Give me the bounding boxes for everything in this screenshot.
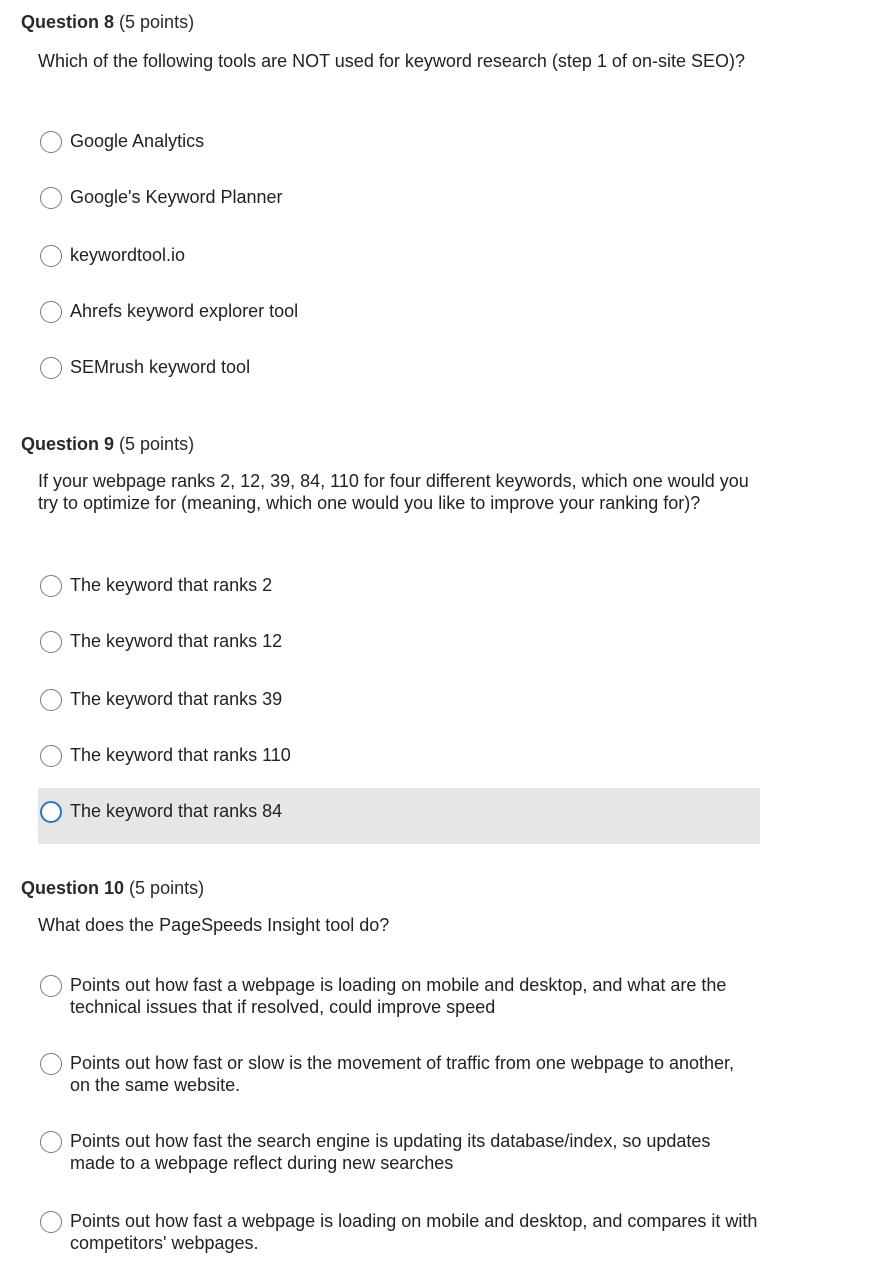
answer-label: The keyword that ranks 110: [70, 745, 291, 765]
answer-option[interactable]: [38, 296, 760, 328]
question-points: (5 points): [119, 434, 195, 454]
answer-label: Points out how fast a webpage is loading on mobile and desktop, and what are the technical issues that if resolved, could improve speed: [70, 975, 727, 1017]
radio-button-icon[interactable]: [40, 245, 62, 267]
radio-button-icon[interactable]: [40, 745, 62, 767]
radio-button-icon[interactable]: [40, 1053, 62, 1075]
question-prompt: What does the PageSpeeds Insight tool do?: [38, 915, 390, 935]
question-number: Question 8: [21, 12, 115, 32]
radio-button-icon[interactable]: [40, 1131, 62, 1153]
answer-option[interactable]: [38, 970, 760, 1022]
radio-button-icon[interactable]: [40, 801, 62, 823]
question-points: (5 points): [129, 878, 205, 898]
answer-label: Google's Keyword Planner: [70, 187, 283, 207]
answer-option[interactable]: [38, 1126, 760, 1178]
answer-label: Points out how fast the search engine is updating its database/index, so updates made to a webpage reflect during new searches: [70, 1131, 711, 1173]
answer-option[interactable]: [38, 352, 760, 384]
radio-button-icon[interactable]: [40, 575, 62, 597]
answer-option-highlighted[interactable]: [38, 788, 760, 844]
radio-button-icon[interactable]: [40, 689, 62, 711]
radio-button-icon[interactable]: [40, 975, 62, 997]
radio-button-icon[interactable]: [40, 301, 62, 323]
answer-option[interactable]: [38, 240, 760, 272]
answer-option[interactable]: [38, 570, 760, 602]
answer-label: The keyword that ranks 2: [70, 575, 273, 595]
answer-label: Points out how fast or slow is the movement of traffic from one webpage to another, on the same website.: [70, 1053, 735, 1095]
answer-option[interactable]: [38, 740, 760, 772]
radio-button-icon[interactable]: [40, 1211, 62, 1233]
answer-label: keywordtool.io: [70, 245, 186, 265]
question-header: [21, 877, 204, 899]
answer-option[interactable]: [38, 1206, 760, 1258]
question-header: [21, 11, 194, 33]
answer-option[interactable]: [38, 1048, 760, 1100]
answer-option[interactable]: [38, 684, 760, 716]
question-number: Question 10: [21, 878, 125, 898]
answer-option[interactable]: [38, 626, 760, 658]
answer-label: Google Analytics: [70, 131, 205, 151]
answer-label: Points out how fast a webpage is loading on mobile and desktop, and compares it with competitors' webpages.: [70, 1211, 758, 1253]
radio-button-icon[interactable]: [40, 357, 62, 379]
question-number: Question 9: [21, 434, 115, 454]
question-points: (5 points): [119, 12, 195, 32]
answer-option[interactable]: [38, 182, 760, 214]
radio-button-icon[interactable]: [40, 631, 62, 653]
question-header: [21, 433, 194, 455]
answer-label: The keyword that ranks 12: [70, 631, 283, 651]
answer-label: The keyword that ranks 84: [70, 801, 283, 821]
radio-button-icon[interactable]: [40, 187, 62, 209]
radio-button-icon[interactable]: [40, 131, 62, 153]
answer-label: SEMrush keyword tool: [70, 357, 251, 377]
answer-label: Ahrefs keyword explorer tool: [70, 301, 299, 321]
answer-label: The keyword that ranks 39: [70, 689, 283, 709]
answer-option[interactable]: [38, 126, 760, 158]
question-prompt: Which of the following tools are NOT used for keyword research (step 1 of on-site SEO)?: [38, 51, 745, 71]
question-prompt: If your webpage ranks 2, 12, 39, 84, 110 for four different keywords, which one would you try to optimize for (meaning, which one would you like to improve your ranking for)?: [38, 471, 749, 513]
